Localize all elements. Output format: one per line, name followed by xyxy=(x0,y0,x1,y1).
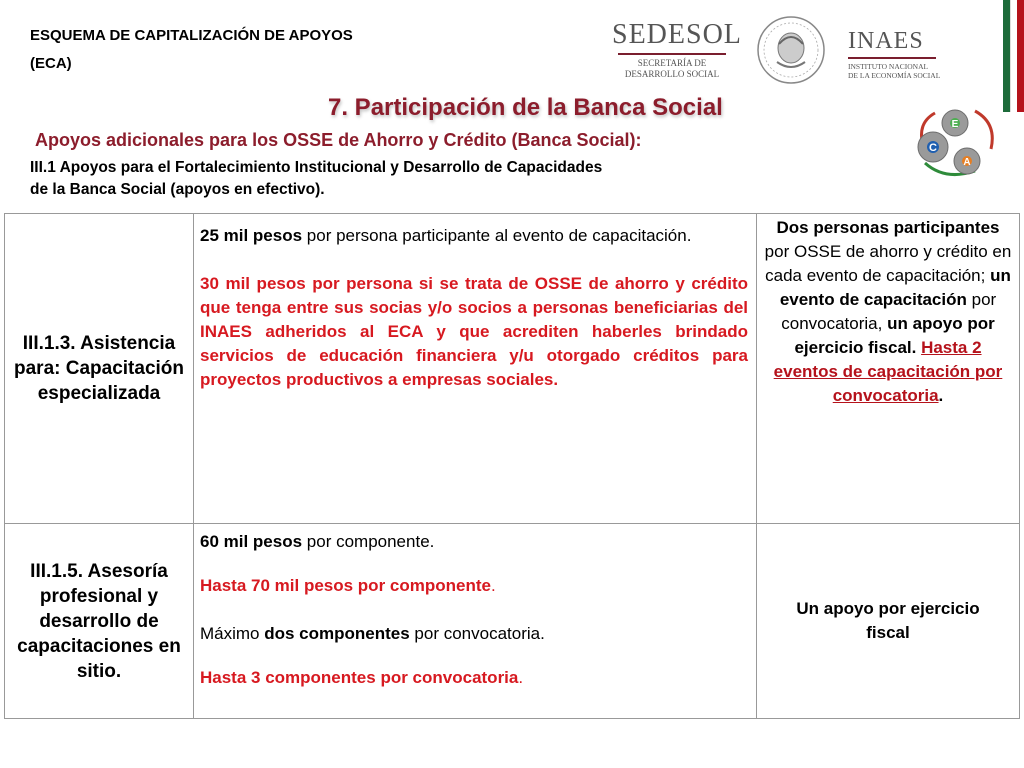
description-line-1: III.1 Apoyos para el Fortalecimiento Institucional y Desarrollo de Capacidades xyxy=(30,159,603,176)
row1-limits-p3-bold: un apoyo por ejercicio fiscal. xyxy=(794,314,995,357)
description-line-2: de la Banca Social (apoyos en efectivo). xyxy=(30,181,325,198)
row1-limits-p2-bold: un evento de capacitación xyxy=(779,266,1011,309)
row2-name-cell xyxy=(5,524,194,719)
row1-name: III.1.3. Asistencia para: Capacitación especializada xyxy=(14,333,184,404)
header-line-2: (ECA) xyxy=(30,55,72,72)
table-row xyxy=(5,524,1020,719)
row2-amount-cell xyxy=(194,524,757,719)
row1-limits-p4-end: . xyxy=(938,386,944,405)
row2-amount-2-end: . xyxy=(490,576,496,595)
row1-limits-p1-rest: por OSSE de ahorro y crédito en cada evento de capacitación; xyxy=(764,242,1012,285)
row2-amount-1-rest: por componente. xyxy=(302,532,435,551)
description xyxy=(30,157,830,201)
gear-letter-e: E xyxy=(951,119,959,130)
row1-amount-1-bold: 25 mil pesos xyxy=(200,226,303,245)
green-side-bar xyxy=(1003,0,1010,112)
row1-amount-2: 30 mil pesos por persona si se trata de OSSE de ahorro y crédito que tenga entre sus socias y/o socios a personas beneficiarias del INAES adheridos al ECA y que acrediten haberles brindado servicios de educación financiera y/u otorgado créditos para proyectos productivos a empresas sociales. xyxy=(200,274,748,389)
sedesol-sub-2: DESARROLLO SOCIAL xyxy=(624,69,720,79)
header-line-1: ESQUEMA DE CAPITALIZACIÓN DE APOYOS xyxy=(30,27,353,44)
sedesol-logo xyxy=(612,19,742,80)
row2-amount-1-bold: 60 mil pesos xyxy=(200,532,303,551)
inaes-sub-2: DE LA ECONOMÍA SOCIAL xyxy=(848,71,941,80)
gear-letter-c: C xyxy=(929,142,937,154)
inaes-name: INAES xyxy=(848,28,924,54)
table-row xyxy=(5,214,1020,524)
inaes-sub-1: INSTITUTO NACIONAL xyxy=(848,62,929,71)
support-table xyxy=(4,213,1020,719)
row2-amount-3-rest: por convocatoria. xyxy=(409,624,545,643)
row1-amount-cell xyxy=(194,214,757,524)
row1-name-cell xyxy=(5,214,194,524)
row2-amount-3 xyxy=(194,622,756,646)
slide-subtitle: Apoyos adicionales para los OSSE de Ahorro y Crédito (Banca Social): xyxy=(35,130,642,150)
row1-limits xyxy=(757,214,1019,408)
row1-limits-p2-rest: por convocatoria, xyxy=(781,290,997,333)
row1-amount-1-rest: por persona participante al evento de capacitación. xyxy=(302,226,692,245)
row2-amount-4-end: . xyxy=(518,668,524,687)
row2-amount-2-text: Hasta 70 mil pesos por componente xyxy=(200,576,491,595)
row2-limits: Un apoyo por ejercicio fiscal xyxy=(796,599,980,642)
sedesol-sub-1: SECRETARÍA DE xyxy=(637,58,707,68)
row2-amount-3-start: Máximo xyxy=(200,624,265,643)
row2-amount-2 xyxy=(194,574,756,598)
row2-amount-1 xyxy=(194,530,756,554)
row1-limits-cell xyxy=(757,214,1020,524)
row2-amount-3-bold: dos componentes xyxy=(264,624,410,643)
mexican-seal-icon xyxy=(755,14,827,91)
row1-amount-1 xyxy=(194,224,756,248)
inaes-logo xyxy=(848,28,943,80)
gear-letter-a: A xyxy=(963,157,971,168)
row1-limits-p1-bold: Dos personas participantes xyxy=(776,218,1000,237)
presentation-header xyxy=(30,22,353,78)
row1-limits-p4: Hasta 2 eventos de capacitación por convocatoria xyxy=(773,338,1003,405)
sedesol-name: SEDESOL xyxy=(612,19,742,50)
row2-amount-4 xyxy=(194,666,756,690)
row2-limits-cell xyxy=(757,524,1020,719)
red-side-bar xyxy=(1017,0,1024,112)
row2-amount-4-text: Hasta 3 componentes por convocatoria xyxy=(200,668,519,687)
row2-name: III.1.5. Asesoría profesional y desarrollo de capacitaciones en sitio. xyxy=(17,560,181,682)
eca-gears-icon xyxy=(905,103,1010,188)
slide-title: 7. Participación de la Banca Social xyxy=(328,94,723,121)
